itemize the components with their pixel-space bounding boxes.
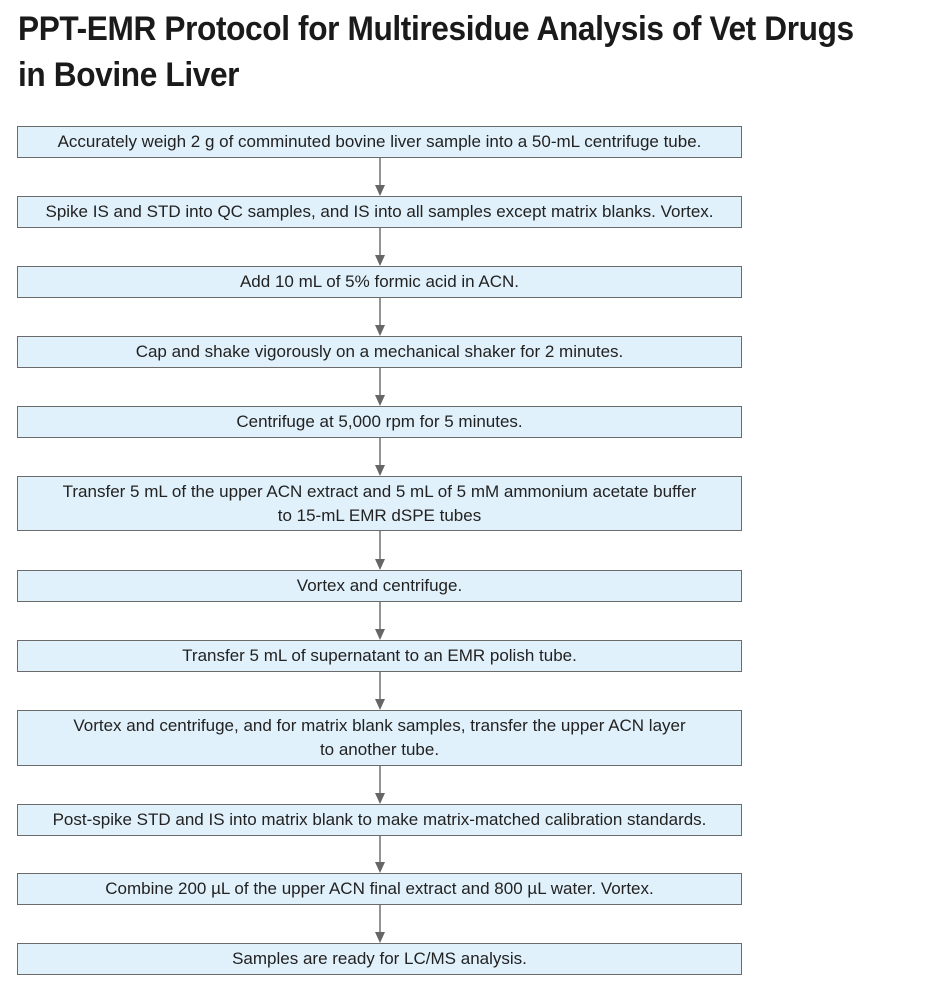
arrow-down-icon xyxy=(375,158,385,196)
step-text-11: Combine 200 µL of the upper ACN final extract and 800 µL water. Vortex. xyxy=(105,879,654,898)
arrow-down-icon xyxy=(375,836,385,873)
arrow-down-icon xyxy=(375,531,385,570)
step-text-2: Spike IS and STD into QC samples, and IS into all samples except matrix blanks. Vortex. xyxy=(45,202,714,221)
arrow-down-icon xyxy=(375,368,385,406)
step-text-7: Vortex and centrifuge. xyxy=(296,576,463,595)
arrow-down-icon xyxy=(375,438,385,476)
step-text-10: Post-spike STD and IS into matrix blank to make matrix-matched calibration standards. xyxy=(52,810,707,829)
step-text-8: Transfer 5 mL of supernatant to an EMR polish tube. xyxy=(182,646,577,665)
step-box-6 xyxy=(17,476,742,531)
step-box-5 xyxy=(17,406,742,438)
step-box-1 xyxy=(17,126,742,158)
arrow-down-icon xyxy=(375,672,385,710)
step-box-7 xyxy=(17,570,742,602)
step-text-5: Centrifuge at 5,000 rpm for 5 minutes. xyxy=(236,412,523,431)
step-box-11 xyxy=(17,873,742,905)
step-text-4: Cap and shake vigorously on a mechanical shaker for 2 minutes. xyxy=(135,342,624,361)
page-title: PPT-EMR Protocol for Multiresidue Analysis of Vet Drugs in Bovine Liver xyxy=(18,10,854,94)
step-box-12 xyxy=(17,943,742,975)
arrow-down-icon xyxy=(375,298,385,336)
step-text-6: Transfer 5 mL of the upper ACN extract and 5 mL of 5 mM ammonium acetate buffer to 15-mL EMR dSPE tubes xyxy=(62,481,697,525)
step-box-8 xyxy=(17,640,742,672)
step-box-2 xyxy=(17,196,742,228)
step-text-1: Accurately weigh 2 g of comminuted bovine liver sample into a 50-mL centrifuge tube. xyxy=(57,132,702,151)
step-text-3: Add 10 mL of 5% formic acid in ACN. xyxy=(239,272,520,291)
arrow-down-icon xyxy=(375,602,385,640)
step-text-9: Vortex and centrifuge, and for matrix blank samples, transfer the upper ACN layer to another tube. xyxy=(73,716,686,759)
step-text-12: Samples are ready for LC/MS analysis. xyxy=(232,949,527,968)
step-box-9 xyxy=(17,710,742,766)
arrow-down-icon xyxy=(375,905,385,943)
step-box-3 xyxy=(17,266,742,298)
step-box-4 xyxy=(17,336,742,368)
arrow-down-icon xyxy=(375,766,385,804)
arrow-down-icon xyxy=(375,228,385,266)
step-box-10 xyxy=(17,804,742,836)
